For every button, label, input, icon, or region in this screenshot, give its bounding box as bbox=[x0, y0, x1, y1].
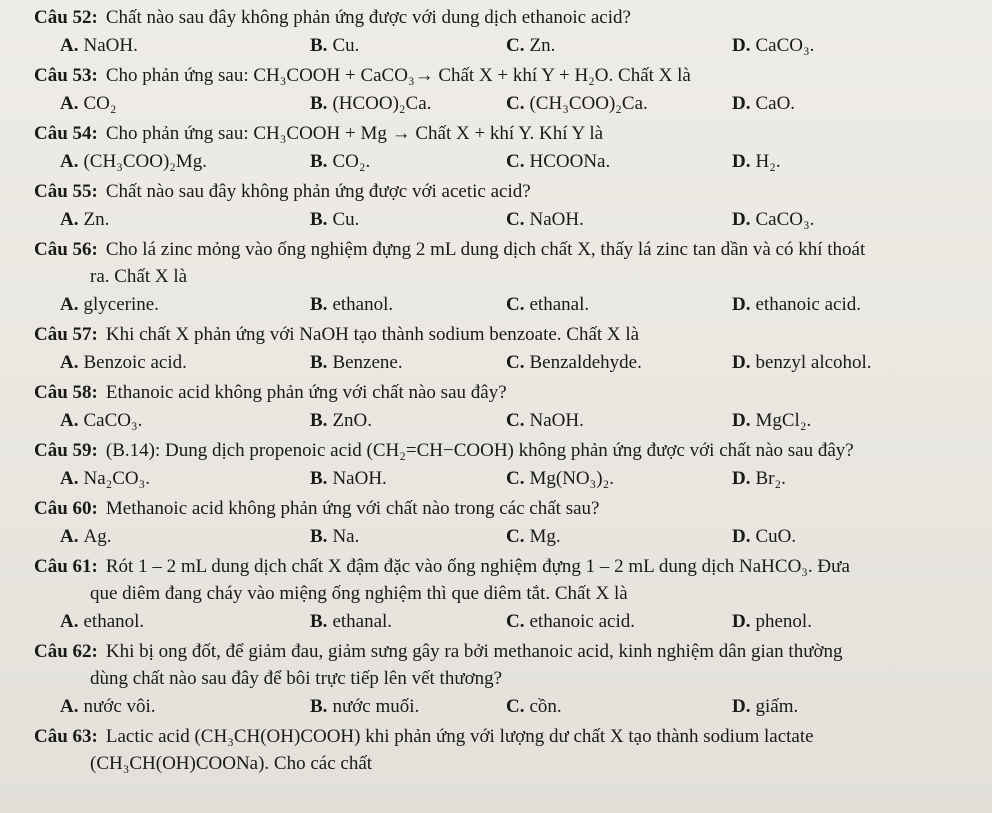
question-number: Câu 55: bbox=[34, 181, 98, 202]
option-letter: C. bbox=[506, 294, 525, 315]
answer-options bbox=[34, 406, 978, 437]
question-block bbox=[34, 178, 978, 236]
option-letter: A. bbox=[60, 410, 79, 431]
question-number: Câu 54: bbox=[34, 123, 98, 144]
question-block bbox=[34, 62, 978, 120]
question-number: Câu 58: bbox=[34, 382, 98, 403]
answer-option bbox=[310, 406, 506, 437]
option-letter: D. bbox=[732, 352, 751, 373]
answer-option bbox=[310, 290, 506, 321]
option-text: ZnO. bbox=[332, 410, 373, 431]
option-text: NaOH. bbox=[83, 35, 138, 56]
question-text-continued: que diêm đang cháy vào miệng ống nghiệm thì que diêm tắt. Chất X là bbox=[90, 583, 628, 604]
question-stem bbox=[34, 178, 978, 205]
answer-option bbox=[60, 607, 310, 638]
answer-option bbox=[506, 147, 732, 178]
option-text: NaOH. bbox=[529, 410, 584, 431]
answer-option bbox=[732, 205, 982, 236]
question-stem bbox=[34, 723, 978, 777]
answer-options bbox=[34, 692, 978, 723]
answer-option bbox=[732, 406, 982, 437]
answer-option bbox=[310, 522, 506, 553]
option-text: H₂. bbox=[755, 151, 781, 172]
option-letter: B. bbox=[310, 696, 328, 717]
option-letter: C. bbox=[506, 93, 525, 114]
question-number: Câu 52: bbox=[34, 7, 98, 28]
answer-options bbox=[34, 522, 978, 553]
option-text: phenol. bbox=[755, 611, 812, 632]
option-text: (CH₃COO)₂Mg. bbox=[83, 151, 208, 172]
question-text: Rót 1 – 2 mL dung dịch chất X đậm đặc vào ống nghiệm đựng 1 – 2 mL dung dịch NaHCO₃. Đưa bbox=[105, 556, 850, 577]
option-letter: D. bbox=[732, 696, 751, 717]
answer-option bbox=[732, 464, 982, 495]
question-block bbox=[34, 437, 978, 495]
question-stem bbox=[34, 4, 978, 31]
option-letter: D. bbox=[732, 151, 751, 172]
option-text: Na. bbox=[332, 526, 360, 547]
answer-options bbox=[34, 205, 978, 236]
answer-option bbox=[506, 692, 732, 723]
answer-options bbox=[34, 31, 978, 62]
option-text: ethanoic acid. bbox=[529, 611, 635, 632]
option-letter: B. bbox=[310, 93, 328, 114]
answer-option bbox=[506, 205, 732, 236]
option-letter: B. bbox=[310, 294, 328, 315]
question-text: Lactic acid (CH₃CH(OH)COOH) khi phản ứng với lượng dư chất X tạo thành sodium lactate bbox=[105, 726, 814, 747]
answer-option bbox=[506, 464, 732, 495]
question-text: Cho phản ứng sau: CH₃COOH + Mg → Chất X + khí Y. Khí Y là bbox=[105, 123, 604, 144]
question-text-continued: (CH₃CH(OH)COONa). Cho các chất bbox=[90, 753, 373, 774]
option-letter: C. bbox=[506, 526, 525, 547]
answer-options bbox=[34, 607, 978, 638]
option-text: nước vôi. bbox=[83, 696, 156, 717]
option-text: giấm. bbox=[755, 696, 799, 717]
option-letter: A. bbox=[60, 611, 79, 632]
answer-option bbox=[60, 290, 310, 321]
option-letter: B. bbox=[310, 526, 328, 547]
question-number: Câu 53: bbox=[34, 65, 98, 86]
option-letter: C. bbox=[506, 611, 525, 632]
answer-options bbox=[34, 464, 978, 495]
option-letter: A. bbox=[60, 209, 79, 230]
option-letter: A. bbox=[60, 352, 79, 373]
answer-option bbox=[506, 522, 732, 553]
answer-option bbox=[732, 290, 982, 321]
answer-option bbox=[60, 31, 310, 62]
question-stem bbox=[34, 553, 978, 607]
option-text: ethanoic acid. bbox=[755, 294, 861, 315]
option-text: nước muối. bbox=[332, 696, 420, 717]
question-number: Câu 61: bbox=[34, 556, 98, 577]
question-text: Khi chất X phản ứng với NaOH tạo thành sodium benzoate. Chất X là bbox=[105, 324, 640, 345]
option-text: CuO. bbox=[755, 526, 797, 547]
option-text: CaCO₃. bbox=[755, 35, 815, 56]
option-text: Ag. bbox=[83, 526, 112, 547]
answer-option bbox=[506, 348, 732, 379]
answer-option bbox=[732, 89, 982, 120]
question-stem bbox=[34, 62, 978, 89]
option-letter: B. bbox=[310, 209, 328, 230]
option-letter: D. bbox=[732, 294, 751, 315]
answer-option bbox=[310, 147, 506, 178]
question-text: (B.14): Dung dịch propenoic acid (CH₂=CH−COOH) không phản ứng được với chất nào sau đây? bbox=[105, 440, 854, 461]
question-block bbox=[34, 120, 978, 178]
answer-option bbox=[310, 205, 506, 236]
answer-option bbox=[506, 31, 732, 62]
option-letter: B. bbox=[310, 151, 328, 172]
option-text: cồn. bbox=[529, 696, 562, 717]
option-text: MgCl₂. bbox=[755, 410, 812, 431]
answer-option bbox=[60, 205, 310, 236]
option-text: Benzaldehyde. bbox=[529, 352, 642, 373]
option-letter: D. bbox=[732, 93, 751, 114]
option-letter: D. bbox=[732, 410, 751, 431]
option-text: CO₂ bbox=[83, 93, 117, 114]
question-stem bbox=[34, 236, 978, 290]
option-text: CaCO₃. bbox=[755, 209, 815, 230]
option-letter: C. bbox=[506, 35, 525, 56]
answer-option bbox=[732, 31, 982, 62]
option-text: Zn. bbox=[529, 35, 556, 56]
question-text: Cho phản ứng sau: CH₃COOH + CaCO₃→ Chất X + khí Y + H₂O. Chất X là bbox=[105, 65, 691, 86]
option-letter: A. bbox=[60, 35, 79, 56]
question-text: Chất nào sau đây không phản ứng được với dung dịch ethanoic acid? bbox=[105, 7, 631, 28]
question-block bbox=[34, 4, 978, 62]
question-stem bbox=[34, 638, 978, 692]
option-text: CO₂. bbox=[332, 151, 371, 172]
question-text-continued: ra. Chất X là bbox=[90, 266, 188, 287]
option-letter: A. bbox=[60, 696, 79, 717]
option-text: Mg(NO₃)₂. bbox=[529, 468, 614, 489]
option-text: CaO. bbox=[755, 93, 796, 114]
option-letter: C. bbox=[506, 352, 525, 373]
question-stem bbox=[34, 437, 978, 464]
question-stem bbox=[34, 321, 978, 348]
option-letter: B. bbox=[310, 611, 328, 632]
question-text-continued: dùng chất nào sau đây để bôi trực tiếp lên vết thương? bbox=[90, 668, 503, 689]
answer-option bbox=[60, 348, 310, 379]
question-text: Ethanoic acid không phản ứng với chất nào sau đây? bbox=[105, 382, 507, 403]
question-number: Câu 59: bbox=[34, 440, 98, 461]
option-text: Br₂. bbox=[755, 468, 786, 489]
option-text: NaOH. bbox=[332, 468, 387, 489]
answer-option bbox=[60, 147, 310, 178]
option-letter: B. bbox=[310, 410, 328, 431]
option-letter: B. bbox=[310, 35, 328, 56]
answer-option bbox=[310, 692, 506, 723]
question-number: Câu 57: bbox=[34, 324, 98, 345]
option-text: ethanol. bbox=[332, 294, 394, 315]
question-number: Câu 60: bbox=[34, 498, 98, 519]
question-block bbox=[34, 236, 978, 321]
answer-options bbox=[34, 89, 978, 120]
question-number: Câu 63: bbox=[34, 726, 98, 747]
answer-option bbox=[60, 89, 310, 120]
question-text: Chất nào sau đây không phản ứng được với acetic acid? bbox=[105, 181, 531, 202]
answer-option bbox=[310, 607, 506, 638]
option-letter: D. bbox=[732, 611, 751, 632]
option-text: Benzene. bbox=[332, 352, 403, 373]
option-text: NaOH. bbox=[529, 209, 584, 230]
option-letter: D. bbox=[732, 209, 751, 230]
question-text: Khi bị ong đốt, để giảm đau, giảm sưng gây ra bởi methanoic acid, kinh nghiệm dân gian thường bbox=[105, 641, 843, 662]
answer-option bbox=[60, 692, 310, 723]
answer-option bbox=[506, 607, 732, 638]
option-text: HCOONa. bbox=[529, 151, 611, 172]
answer-options bbox=[34, 290, 978, 321]
option-letter: D. bbox=[732, 526, 751, 547]
answer-option bbox=[60, 464, 310, 495]
question-stem bbox=[34, 379, 978, 406]
answer-option bbox=[732, 522, 982, 553]
answer-option bbox=[506, 406, 732, 437]
option-text: Mg. bbox=[529, 526, 561, 547]
option-letter: A. bbox=[60, 294, 79, 315]
option-text: glycerine. bbox=[83, 294, 159, 315]
question-number: Câu 62: bbox=[34, 641, 98, 662]
option-letter: C. bbox=[506, 410, 525, 431]
answer-option bbox=[506, 89, 732, 120]
question-block bbox=[34, 495, 978, 553]
option-letter: C. bbox=[506, 696, 525, 717]
option-letter: A. bbox=[60, 526, 79, 547]
option-letter: A. bbox=[60, 151, 79, 172]
question-stem bbox=[34, 495, 978, 522]
question-block bbox=[34, 553, 978, 638]
option-text: (CH₃COO)₂Ca. bbox=[529, 93, 648, 114]
answer-option bbox=[310, 464, 506, 495]
answer-option bbox=[732, 692, 982, 723]
option-text: CaCO₃. bbox=[83, 410, 143, 431]
option-letter: C. bbox=[506, 151, 525, 172]
answer-options bbox=[34, 348, 978, 379]
answer-option bbox=[310, 89, 506, 120]
question-block bbox=[34, 379, 978, 437]
option-letter: C. bbox=[506, 468, 525, 489]
question-block bbox=[34, 321, 978, 379]
option-letter: A. bbox=[60, 93, 79, 114]
option-text: Cu. bbox=[332, 209, 360, 230]
answer-option bbox=[732, 348, 982, 379]
option-text: (HCOO)₂Ca. bbox=[332, 93, 432, 114]
option-text: Na₂CO₃. bbox=[83, 468, 151, 489]
answer-option bbox=[60, 406, 310, 437]
answer-option bbox=[310, 348, 506, 379]
answer-option bbox=[732, 147, 982, 178]
option-letter: B. bbox=[310, 468, 328, 489]
answer-option bbox=[60, 522, 310, 553]
answer-options bbox=[34, 147, 978, 178]
option-letter: A. bbox=[60, 468, 79, 489]
answer-option bbox=[732, 607, 982, 638]
option-text: Zn. bbox=[83, 209, 110, 230]
option-letter: D. bbox=[732, 35, 751, 56]
question-text: Cho lá zinc mỏng vào ống nghiệm đựng 2 mL dung dịch chất X, thấy lá zinc tan dần và có khí thoát bbox=[105, 239, 866, 260]
option-text: ethanal. bbox=[332, 611, 393, 632]
answer-option bbox=[506, 290, 732, 321]
answer-option bbox=[310, 31, 506, 62]
question-stem bbox=[34, 120, 978, 147]
option-text: Cu. bbox=[332, 35, 360, 56]
option-text: ethanal. bbox=[529, 294, 590, 315]
question-number: Câu 56: bbox=[34, 239, 98, 260]
option-letter: C. bbox=[506, 209, 525, 230]
option-text: ethanol. bbox=[83, 611, 145, 632]
option-letter: D. bbox=[732, 468, 751, 489]
option-text: benzyl alcohol. bbox=[755, 352, 872, 373]
question-block bbox=[34, 723, 978, 777]
question-text: Methanoic acid không phản ứng với chất nào trong các chất sau? bbox=[105, 498, 600, 519]
option-text: Benzoic acid. bbox=[83, 352, 187, 373]
question-block bbox=[34, 638, 978, 723]
option-letter: B. bbox=[310, 352, 328, 373]
